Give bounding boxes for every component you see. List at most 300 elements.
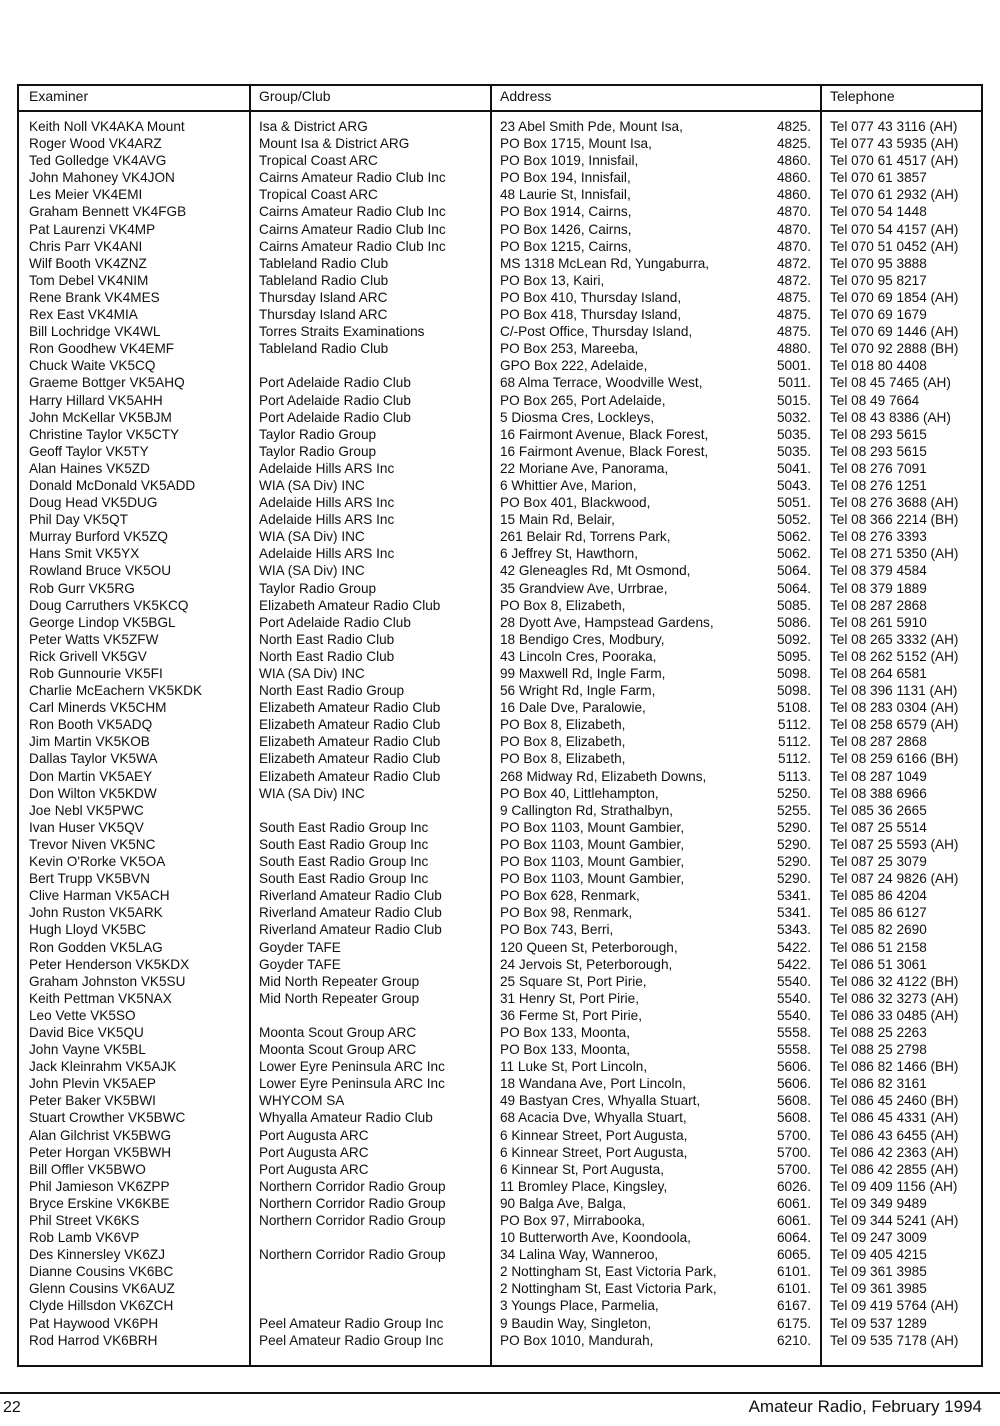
group-cell: Port Augusta ARC: [259, 1127, 369, 1143]
telephone-cell: Tel 086 42 2363 (AH): [830, 1144, 959, 1160]
group-cell: Tableland Radio Club: [259, 272, 389, 288]
address-cell: PO Box 1215, Cairns,: [500, 238, 632, 254]
telephone-cell: Tel 08 379 1889: [830, 580, 927, 596]
examiner-cell: John Mahoney VK4JON: [29, 170, 175, 186]
examiner-cell: Ivan Huser VK5QV: [29, 819, 144, 835]
telephone-cell: Tel 088 25 2798: [830, 1042, 927, 1058]
group-cell: Adelaide Hills ARS Inc: [259, 546, 395, 562]
telephone-cell: Tel 070 61 2932 (AH): [830, 187, 959, 203]
group-cell: Lower Eyre Peninsula ARC Inc: [259, 1076, 445, 1092]
address-cell: 24 Jervois St, Peterborough,: [500, 956, 673, 972]
postcode-cell: 6175.: [776, 1315, 811, 1331]
address-cell: PO Box 194, Innisfail,: [500, 170, 631, 186]
postcode-cell: 5085.: [776, 597, 811, 613]
address-cell: 11 Bromley Place, Kingsley,: [500, 1178, 668, 1194]
postcode-cell: 5700.: [776, 1161, 811, 1177]
address-cell: PO Box 1715, Mount Isa,: [500, 136, 652, 152]
examiner-cell: Pat Laurenzi VK4MP: [29, 221, 156, 237]
telephone-cell: Tel 070 95 3888: [830, 255, 927, 271]
examiner-cell: John Ruston VK5ARK: [29, 905, 163, 921]
group-cell: Whyalla Amateur Radio Club: [259, 1110, 433, 1126]
address-cell: PO Box 1103, Mount Gambier,: [500, 854, 685, 870]
telephone-cell: Tel 08 276 1251: [830, 477, 927, 493]
telephone-cell: Tel 08 276 3393: [830, 529, 927, 545]
group-cell: Port Adelaide Radio Club: [259, 392, 411, 408]
address-cell: 36 Ferme St, Port Pirie,: [500, 1007, 643, 1023]
examiner-cell: Keith Pettman VK5NAX: [29, 990, 172, 1006]
telephone-cell: Tel 08 287 2868: [830, 597, 927, 613]
group-cell: Thursday Island ARC: [259, 289, 388, 305]
examiner-cell: Donald McDonald VK5ADD: [29, 477, 196, 493]
postcode-cell: 5015.: [776, 392, 811, 408]
examiner-cell: John Vayne VK5BL: [29, 1042, 146, 1058]
header-rule: [19, 110, 981, 112]
postcode-cell: 6064.: [776, 1230, 811, 1246]
examiner-cell: Bert Trupp VK5BVN: [29, 871, 150, 887]
examiner-cell: John Plevin VK5AEP: [29, 1076, 156, 1092]
table-row: [19, 614, 981, 631]
postcode-cell: 5113.: [777, 768, 811, 784]
postcode-cell: 4870.: [776, 221, 811, 237]
address-cell: PO Box 40, Littlehampton,: [500, 785, 659, 801]
table-body: [19, 118, 981, 1349]
postcode-cell: 5540.: [776, 973, 811, 989]
examiner-cell: Doug Carruthers VK5KCQ: [29, 597, 189, 613]
address-cell: PO Box 418, Thursday Island,: [500, 307, 682, 323]
address-cell: PO Box 410, Thursday Island,: [500, 289, 682, 305]
group-cell: Northern Corridor Radio Group: [259, 1195, 446, 1211]
telephone-cell: Tel 08 388 6966: [830, 785, 927, 801]
table-row: [19, 306, 981, 323]
address-cell: 56 Wright Rd, Ingle Farm,: [500, 683, 656, 699]
telephone-cell: Tel 08 43 8386 (AH): [830, 409, 951, 425]
telephone-cell: Tel 08 258 6579 (AH): [830, 717, 959, 733]
table-row: [19, 1280, 981, 1297]
group-cell: Port Adelaide Radio Club: [259, 614, 411, 630]
table-row: [19, 1263, 981, 1280]
postcode-cell: 4825.: [776, 119, 811, 134]
postcode-cell: 5041.: [776, 460, 811, 476]
table-row: [19, 853, 981, 870]
group-cell: Mid North Repeater Group: [259, 990, 420, 1006]
examiner-cell: Des Kinnersley VK6ZJ: [29, 1247, 165, 1263]
table-row: [19, 460, 981, 477]
table-row: [19, 699, 981, 716]
telephone-cell: Tel 086 32 3273 (AH): [830, 990, 959, 1006]
postcode-cell: 4880.: [776, 341, 811, 357]
examiner-cell: Ron Goodhew VK4EMF: [29, 341, 175, 357]
group-cell: Tableland Radio Club: [259, 341, 389, 357]
postcode-cell: 6026.: [776, 1178, 811, 1194]
address-cell: PO Box 1103, Mount Gambier,: [500, 836, 685, 852]
examiner-cell: Rick Grivell VK5GV: [29, 648, 147, 664]
header-group: Group/Club: [259, 88, 331, 104]
table-row: [19, 597, 981, 614]
table-row: [19, 1246, 981, 1263]
group-cell: Tropical Coast ARC: [259, 187, 378, 203]
postcode-cell: 6101.: [776, 1264, 811, 1280]
examiner-cell: Chris Parr VK4ANI: [29, 238, 143, 254]
table-row: [19, 186, 981, 203]
table-row: [19, 1195, 981, 1212]
table-row: [19, 221, 981, 238]
examiner-cell: Phil Street VK6KS: [29, 1213, 140, 1228]
telephone-cell: Tel 018 80 4408: [830, 358, 927, 374]
group-cell: WHYCOM SA: [259, 1093, 345, 1109]
postcode-cell: 5052.: [776, 512, 811, 528]
group-cell: Elizabeth Amateur Radio Club: [259, 768, 441, 784]
telephone-cell: Tel 087 25 5593 (AH): [830, 836, 959, 852]
group-cell: Port Adelaide Radio Club: [259, 409, 411, 425]
address-cell: 6 Whittier Ave, Marion,: [500, 477, 637, 493]
telephone-cell: Tel 085 86 4204: [830, 888, 927, 904]
header-address: Address: [500, 88, 552, 104]
examiner-cell: Kevin O'Rorke VK5OA: [29, 854, 166, 870]
table-row: [19, 1058, 981, 1075]
group-cell: WIA (SA Div) INC: [259, 477, 365, 493]
address-cell: PO Box 133, Moonta,: [500, 1024, 630, 1040]
address-cell: 28 Dyott Ave, Hampstead Gardens,: [500, 614, 714, 630]
telephone-cell: Tel 070 69 1679: [830, 307, 927, 323]
table-row: [19, 682, 981, 699]
table-row: [19, 374, 981, 391]
address-cell: 120 Queen St, Peterborough,: [500, 939, 678, 955]
postcode-cell: 5062.: [776, 529, 811, 545]
examiner-cell: Keith Noll VK4AKA Mount: [29, 119, 185, 134]
group-cell: WIA (SA Div) INC: [259, 666, 365, 681]
table-row: [19, 1127, 981, 1144]
examiner-cell: Dallas Taylor VK5WA: [29, 751, 158, 767]
telephone-cell: Tel 09 361 3985: [830, 1264, 927, 1280]
postcode-cell: 5558.: [776, 1024, 811, 1040]
postcode-cell: 5290.: [776, 871, 811, 887]
examiner-cell: Wilf Booth VK4ZNZ: [29, 255, 147, 271]
telephone-cell: Tel 086 42 2855 (AH): [830, 1161, 959, 1177]
address-cell: PO Box 253, Mareeba,: [500, 341, 639, 357]
examiner-table: [17, 84, 983, 1367]
group-cell: Port Adelaide Radio Club: [259, 375, 411, 391]
table-row: [19, 238, 981, 255]
group-cell: Elizabeth Amateur Radio Club: [259, 734, 441, 750]
examiner-cell: Hans Smit VK5YX: [29, 546, 140, 562]
table-row: [19, 648, 981, 665]
examiner-cell: Rene Brank VK4MES: [29, 289, 160, 305]
group-cell: Adelaide Hills ARS Inc: [259, 495, 395, 511]
group-cell: Northern Corridor Radio Group: [259, 1178, 446, 1194]
telephone-cell: Tel 08 45 7465 (AH): [830, 375, 951, 391]
table-row: [19, 819, 981, 836]
telephone-cell: Tel 086 45 4331 (AH): [830, 1110, 959, 1126]
examiner-cell: Peter Horgan VK5BWH: [29, 1144, 172, 1160]
postcode-cell: 5051.: [776, 495, 811, 511]
examiner-cell: Bill Lochridge VK4WL: [29, 324, 161, 340]
telephone-cell: Tel 070 51 0452 (AH): [830, 238, 959, 254]
address-cell: PO Box 1426, Cairns,: [500, 221, 632, 237]
group-cell: Riverland Amateur Radio Club: [259, 905, 442, 921]
examiner-cell: Alan Gilchrist VK5BWG: [29, 1127, 172, 1143]
examiner-cell: Graham Bennett VK4FGB: [29, 204, 187, 220]
examiner-cell: Dianne Cousins VK6BC: [29, 1264, 174, 1280]
telephone-cell: Tel 077 43 3116 (AH): [830, 119, 958, 134]
examiner-cell: Bill Offler VK5BWO: [29, 1161, 146, 1177]
address-cell: 18 Bendigo Cres, Modbury,: [500, 631, 665, 647]
table-row: [19, 1075, 981, 1092]
telephone-cell: Tel 070 61 4517 (AH): [830, 153, 959, 169]
examiner-cell: Phil Day VK5QT: [29, 512, 128, 528]
table-row: [19, 1229, 981, 1246]
telephone-cell: Tel 085 86 6127: [830, 905, 927, 921]
examiner-cell: Pat Haywood VK6PH: [29, 1315, 159, 1331]
postcode-cell: 5035.: [776, 443, 811, 459]
examiner-cell: Rob Gunnourie VK5FI: [29, 666, 163, 681]
postcode-cell: 4870.: [776, 204, 811, 220]
postcode-cell: 4825.: [776, 136, 811, 152]
postcode-cell: 4870.: [776, 238, 811, 254]
group-cell: Port Augusta ARC: [259, 1144, 369, 1160]
telephone-cell: Tel 08 49 7664: [830, 392, 920, 408]
group-cell: South East Radio Group Inc: [259, 871, 429, 887]
examiner-cell: Charlie McEachern VK5KDK: [29, 683, 203, 699]
examiner-cell: Clive Harman VK5ACH: [29, 888, 170, 904]
table-row: [19, 836, 981, 853]
telephone-cell: Tel 087 24 9826 (AH): [830, 871, 959, 887]
group-cell: Goyder TAFE: [259, 939, 341, 955]
telephone-cell: Tel 09 247 3009: [830, 1230, 927, 1246]
group-cell: Cairns Amateur Radio Club Inc: [259, 204, 446, 220]
group-cell: Peel Amateur Radio Group Inc: [259, 1332, 444, 1348]
examiner-cell: Peter Baker VK5BWI: [29, 1093, 156, 1109]
postcode-cell: 5700.: [776, 1144, 811, 1160]
address-cell: 16 Fairmont Avenue, Black Forest,: [500, 443, 709, 459]
group-cell: Taylor Radio Group: [259, 580, 377, 596]
group-cell: Moonta Scout Group ARC: [259, 1042, 417, 1058]
examiner-cell: Joe Nebl VK5PWC: [29, 802, 144, 818]
table-row: [19, 802, 981, 819]
address-cell: 23 Abel Smith Pde, Mount Isa,: [500, 119, 683, 134]
group-cell: Mid North Repeater Group: [259, 973, 420, 989]
postcode-cell: 5098.: [776, 666, 811, 681]
address-cell: 22 Moriane Ave, Panorama,: [500, 460, 669, 476]
group-cell: Torres Straits Examinations: [259, 324, 425, 340]
telephone-cell: Tel 08 265 3332 (AH): [830, 631, 959, 647]
group-cell: Elizabeth Amateur Radio Club: [259, 597, 441, 613]
postcode-cell: 5606.: [776, 1059, 811, 1075]
telephone-cell: Tel 08 264 6581: [830, 666, 927, 681]
address-cell: 268 Midway Rd, Elizabeth Downs,: [500, 768, 707, 784]
examiner-cell: Clyde Hillsdon VK6ZCH: [29, 1298, 174, 1314]
examiner-cell: Graeme Bottger VK5AHQ: [29, 375, 185, 391]
table-row: [19, 272, 981, 289]
address-cell: PO Box 133, Moonta,: [500, 1042, 630, 1058]
address-cell: 9 Callington Rd, Strathalbyn,: [500, 802, 674, 818]
telephone-cell: Tel 09 409 1156 (AH): [830, 1178, 958, 1194]
group-cell: Adelaide Hills ARS Inc: [259, 512, 395, 528]
examiner-cell: Trevor Niven VK5NC: [29, 836, 156, 852]
examiner-cell: Geoff Taylor VK5TY: [29, 443, 149, 459]
group-cell: Lower Eyre Peninsula ARC Inc: [259, 1059, 445, 1075]
examiner-cell: Bryce Erskine VK6KBE: [29, 1195, 170, 1211]
table-row: [19, 1109, 981, 1126]
address-cell: 6 Kinnear St, Port Augusta,: [500, 1161, 664, 1177]
address-cell: 5 Diosma Cres, Lockleys,: [500, 409, 655, 425]
address-cell: 15 Main Rd, Belair,: [500, 512, 615, 528]
table-row: [19, 409, 981, 426]
postcode-cell: 4860.: [776, 187, 811, 203]
postcode-cell: 5095.: [776, 648, 811, 664]
address-cell: 10 Butterworth Ave, Koondoola,: [500, 1230, 691, 1246]
address-cell: PO Box 628, Renmark,: [500, 888, 640, 904]
address-cell: PO Box 8, Elizabeth,: [500, 734, 626, 750]
postcode-cell: 5558.: [776, 1042, 811, 1058]
postcode-cell: 5700.: [776, 1127, 811, 1143]
group-cell: Riverland Amateur Radio Club: [259, 888, 442, 904]
postcode-cell: 4860.: [776, 170, 811, 186]
table-row: [19, 426, 981, 443]
table-row: [19, 1212, 981, 1229]
group-cell: North East Radio Group: [259, 683, 405, 699]
address-cell: GPO Box 222, Adelaide,: [500, 358, 648, 374]
telephone-cell: Tel 086 33 0485 (AH): [830, 1007, 959, 1023]
address-cell: PO Box 743, Berri,: [500, 922, 614, 938]
postcode-cell: 5608.: [776, 1110, 811, 1126]
address-cell: 99 Maxwell Rd, Ingle Farm,: [500, 666, 666, 681]
table-row: [19, 1297, 981, 1314]
examiner-cell: Ted Golledge VK4AVG: [29, 153, 167, 169]
telephone-cell: Tel 070 54 4157 (AH): [830, 221, 959, 237]
postcode-cell: 5255.: [776, 802, 811, 818]
telephone-cell: Tel 086 32 4122 (BH): [830, 973, 959, 989]
address-cell: 6 Kinnear Street, Port Augusta,: [500, 1144, 688, 1160]
address-cell: 2 Nottingham St, East Victoria Park,: [500, 1281, 717, 1297]
telephone-cell: Tel 09 405 4215: [830, 1247, 927, 1263]
postcode-cell: 5341.: [776, 888, 811, 904]
address-cell: 6 Kinnear Street, Port Augusta,: [500, 1127, 688, 1143]
table-row: [19, 631, 981, 648]
table-row: [19, 494, 981, 511]
examiner-cell: Carl Minerds VK5CHM: [29, 700, 167, 716]
group-cell: Mount Isa & District ARG: [259, 136, 410, 152]
group-cell: Cairns Amateur Radio Club Inc: [259, 170, 446, 186]
group-cell: South East Radio Group Inc: [259, 836, 429, 852]
telephone-cell: Tel 085 82 2690: [830, 922, 927, 938]
table-row: [19, 152, 981, 169]
telephone-cell: Tel 08 283 0304 (AH): [830, 700, 959, 716]
table-row: [19, 1315, 981, 1332]
table-row: [19, 203, 981, 220]
address-cell: PO Box 1914, Cairns,: [500, 204, 632, 220]
examiner-cell: Stuart Crowther VK5BWC: [29, 1110, 186, 1126]
telephone-cell: Tel 087 25 5514: [830, 819, 927, 835]
table-row: [19, 887, 981, 904]
group-cell: Cairns Amateur Radio Club Inc: [259, 221, 446, 237]
table-row: [19, 357, 981, 374]
address-cell: 2 Nottingham St, East Victoria Park,: [500, 1264, 717, 1280]
group-cell: Adelaide Hills ARS Inc: [259, 460, 395, 476]
examiner-cell: Doug Head VK5DUG: [29, 495, 158, 511]
address-cell: PO Box 265, Port Adelaide,: [500, 392, 666, 408]
table-row: [19, 169, 981, 186]
address-cell: PO Box 1010, Mandurah,: [500, 1332, 654, 1348]
group-cell: South East Radio Group Inc: [259, 854, 429, 870]
postcode-cell: 5098.: [776, 683, 811, 699]
group-cell: Goyder TAFE: [259, 956, 341, 972]
table-row: [19, 323, 981, 340]
examiner-cell: Don Martin VK5AEY: [29, 768, 153, 784]
group-cell: Cairns Amateur Radio Club Inc: [259, 238, 446, 254]
postcode-cell: 5112.: [777, 717, 811, 733]
table-row: [19, 289, 981, 306]
postcode-cell: 5540.: [776, 990, 811, 1006]
address-cell: 3 Youngs Place, Parmelia,: [500, 1298, 659, 1314]
postcode-cell: 5290.: [776, 854, 811, 870]
table-row: [19, 392, 981, 409]
postcode-cell: 5606.: [776, 1076, 811, 1092]
examiner-cell: Roger Wood VK4ARZ: [29, 136, 162, 152]
address-cell: 11 Luke St, Port Lincoln,: [500, 1059, 648, 1075]
table-row: [19, 716, 981, 733]
examiner-cell: Jim Martin VK5KOB: [29, 734, 150, 750]
group-cell: Elizabeth Amateur Radio Club: [259, 751, 441, 767]
postcode-cell: 4875.: [776, 307, 811, 323]
examiner-cell: Rob Lamb VK6VP: [29, 1230, 140, 1246]
telephone-cell: Tel 08 379 4584: [830, 563, 927, 579]
telephone-cell: Tel 08 271 5350 (AH): [830, 546, 959, 562]
telephone-cell: Tel 086 51 3061: [830, 956, 927, 972]
postcode-cell: 5250.: [776, 785, 811, 801]
telephone-cell: Tel 086 82 1466 (BH): [830, 1059, 959, 1075]
postcode-cell: 5290.: [776, 819, 811, 835]
postcode-cell: 5341.: [776, 905, 811, 921]
postcode-cell: 4872.: [776, 272, 811, 288]
address-cell: 68 Acacia Dve, Whyalla Stuart,: [500, 1110, 687, 1126]
table-row: [19, 1092, 981, 1109]
table-row: [19, 973, 981, 990]
postcode-cell: 5064.: [776, 580, 811, 596]
group-cell: WIA (SA Div) INC: [259, 785, 365, 801]
address-cell: 49 Bastyan Cres, Whyalla Stuart,: [500, 1093, 701, 1109]
postcode-cell: 4860.: [776, 153, 811, 169]
address-cell: 90 Balga Ave, Balga,: [500, 1195, 626, 1211]
address-cell: PO Box 1019, Innisfail,: [500, 153, 639, 169]
examiner-cell: Ron Booth VK5ADQ: [29, 717, 153, 733]
group-cell: Taylor Radio Group: [259, 426, 377, 442]
postcode-cell: 5422.: [776, 956, 811, 972]
table-row: [19, 443, 981, 460]
header-examiner: Examiner: [29, 88, 89, 104]
postcode-cell: 6061.: [776, 1195, 811, 1211]
table-row: [19, 785, 981, 802]
group-cell: North East Radio Club: [259, 648, 395, 664]
examiner-cell: Don Wilton VK5KDW: [29, 785, 157, 801]
telephone-cell: Tel 08 262 5152 (AH): [830, 648, 959, 664]
address-cell: 25 Square St, Port Pirie,: [500, 973, 647, 989]
address-cell: 16 Dale Dve, Paralowie,: [500, 700, 646, 716]
address-cell: 34 Lalina Way, Wanneroo,: [500, 1247, 659, 1263]
examiner-cell: Chuck Waite VK5CQ: [29, 358, 156, 374]
address-cell: 9 Baudin Way, Singleton,: [500, 1315, 652, 1331]
telephone-cell: Tel 070 95 8217: [830, 272, 927, 288]
telephone-cell: Tel 070 54 1448: [830, 204, 927, 220]
table-row: [19, 511, 981, 528]
examiner-cell: Murray Burford VK5ZQ: [29, 529, 168, 545]
telephone-cell: Tel 08 261 5910: [830, 614, 927, 630]
address-cell: PO Box 8, Elizabeth,: [500, 751, 626, 767]
postcode-cell: 6101.: [776, 1281, 811, 1297]
telephone-cell: Tel 09 535 7178 (AH): [830, 1332, 959, 1348]
telephone-cell: Tel 08 366 2214 (BH): [830, 512, 959, 528]
group-cell: Isa & District ARG: [259, 119, 368, 134]
telephone-cell: Tel 09 344 5241 (AH): [830, 1213, 959, 1228]
